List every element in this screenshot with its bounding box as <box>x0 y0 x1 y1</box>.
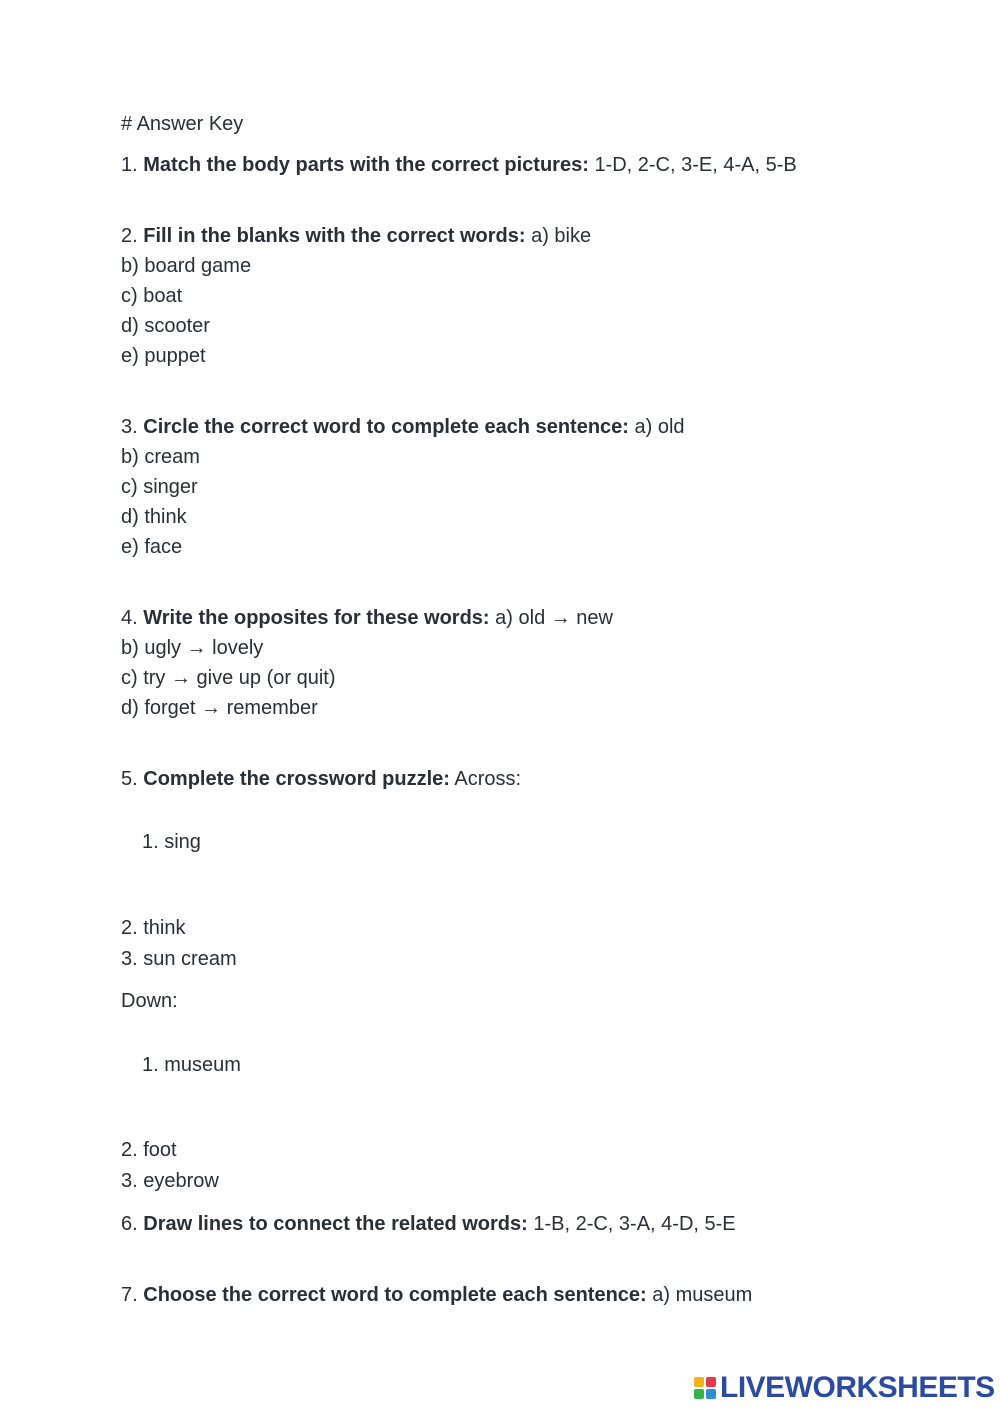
down-item: 3. eyebrow <box>121 1170 219 1192</box>
question-number: 2. <box>121 225 138 247</box>
question-number: 7. <box>121 1284 138 1306</box>
answer-text: 1-B, 2-C, 3-A, 4-D, 5-E <box>533 1213 736 1235</box>
logo-icon <box>694 1377 716 1399</box>
down-item: 2. foot <box>121 1139 177 1161</box>
answer-text: 1-D, 2-C, 3-E, 4-A, 5-B <box>594 154 797 176</box>
down-item: 1. museum <box>142 1054 241 1076</box>
logo-tile <box>694 1389 704 1399</box>
logo-tile <box>706 1389 716 1399</box>
question-number: 4. <box>121 607 138 629</box>
answer-text: a) old <box>634 416 685 438</box>
logo-tile <box>706 1377 716 1387</box>
question-3 <box>121 415 685 439</box>
question-number: 3. <box>121 416 138 438</box>
across-item: 3. sun cream <box>121 948 237 970</box>
question-1 <box>121 153 797 177</box>
question-number: 6. <box>121 1213 138 1235</box>
across-item: 1. sing <box>142 831 201 853</box>
answer-line: b) board game <box>121 255 252 277</box>
logo-tile <box>694 1377 704 1387</box>
question-5 <box>121 767 521 791</box>
liveworksheets-logo <box>694 1372 995 1404</box>
question-number: 1. <box>121 154 138 176</box>
answer-line: d) think <box>121 506 187 528</box>
question-6 <box>121 1212 736 1236</box>
question-7 <box>121 1283 752 1307</box>
answer-line: c) try → give up (or quit) <box>121 667 336 689</box>
question-2 <box>121 224 591 248</box>
answer-line: e) puppet <box>121 345 206 367</box>
question-prompt: Fill in the blanks with the correct words: <box>143 225 526 247</box>
question-prompt: Draw lines to connect the related words: <box>143 1213 528 1235</box>
question-number: 5. <box>121 768 138 790</box>
question-prompt: Circle the correct word to complete each sentence: <box>143 416 629 438</box>
page-heading: # Answer Key <box>121 113 244 135</box>
question-prompt: Write the opposites for these words: <box>143 607 490 629</box>
down-label: Down: <box>121 990 178 1012</box>
answer-line: d) scooter <box>121 315 210 337</box>
answer-text: Across: <box>454 768 522 790</box>
answer-text: a) old → new <box>495 607 613 629</box>
answer-line: d) forget → remember <box>121 697 318 719</box>
answer-line: c) boat <box>121 285 183 307</box>
answer-line: b) cream <box>121 446 200 468</box>
across-item: 2. think <box>121 917 186 939</box>
question-prompt: Complete the crossword puzzle: <box>143 768 450 790</box>
question-4 <box>121 606 613 630</box>
answer-line: e) face <box>121 536 183 558</box>
answer-text: a) bike <box>531 225 592 247</box>
question-prompt: Choose the correct word to complete each sentence: <box>143 1284 647 1306</box>
answer-line: c) singer <box>121 476 198 498</box>
logo-wordmark: LIVEWORKSHEETS <box>720 1371 995 1404</box>
answer-text: a) museum <box>652 1284 753 1306</box>
answer-line: b) ugly → lovely <box>121 637 264 659</box>
question-prompt: Match the body parts with the correct pictures: <box>143 154 589 176</box>
